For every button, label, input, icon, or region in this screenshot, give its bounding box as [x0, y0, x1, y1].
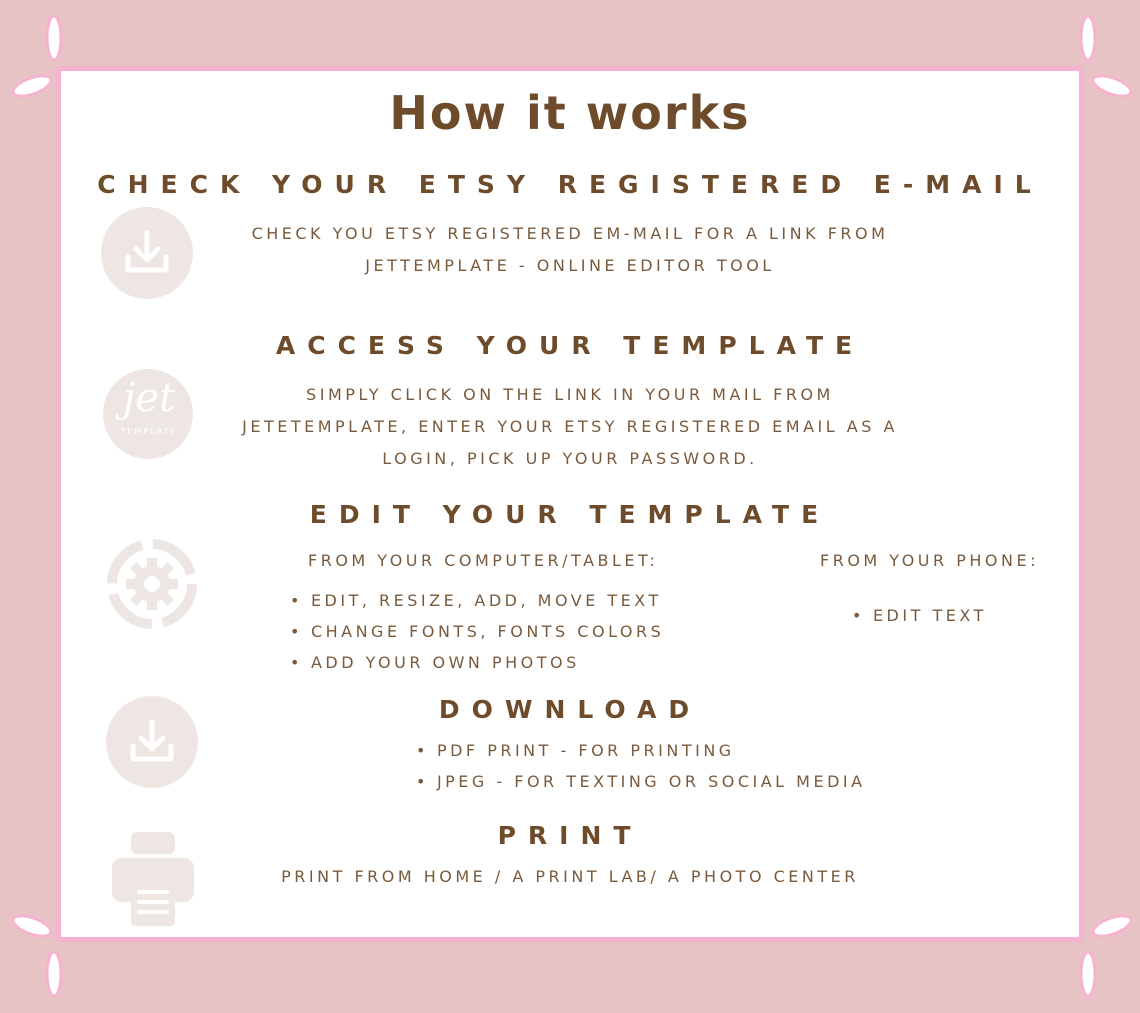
list-item: • EDIT, RESIZE, ADD, MOVE TEXT	[290, 585, 664, 616]
computer-tablet-label: FROM YOUR COMPUTER/TABLET:	[308, 551, 659, 570]
bow-bottom-right-decoration	[1044, 908, 1134, 998]
phone-edit-list	[852, 600, 987, 631]
print-text: PRINT FROM HOME / A PRINT LAB/ A PHOTO CENTER	[281, 867, 859, 886]
check-email-text: CHECK YOU ETSY REGISTERED EM-MAIL FOR A LINK FROM JETTEMPLATE - ONLINE EDITOR TOOL	[251, 224, 889, 275]
bow-bottom-left-decoration	[10, 908, 100, 998]
list-item: • CHANGE FONTS, FONTS COLORS	[290, 616, 664, 647]
download-format-list	[416, 735, 866, 797]
phone-label: FROM YOUR PHONE:	[820, 551, 1039, 570]
jet-template-logo: jet TEMPLATE	[103, 369, 193, 459]
download-heading: DOWNLOAD	[438, 695, 702, 724]
list-item: • PDF PRINT - FOR PRINTING	[416, 735, 866, 766]
list-item: • ADD YOUR OWN PHOTOS	[290, 647, 664, 678]
access-template-text: SIMPLY CLICK ON THE LINK IN YOUR MAIL FROM JETETEMPLATE, ENTER YOUR ETSY REGISTERED EMAIL AS A LOGIN, PICK UP YOUR PASSWORD.	[242, 385, 898, 468]
print-heading: PRINT	[497, 821, 643, 850]
edit-template-heading: EDIT YOUR TEMPLATE	[309, 500, 831, 529]
check-email-heading: CHECK YOUR ETSY REGISTERED E-MAIL	[97, 170, 1043, 199]
list-item: • JPEG - FOR TEXTING OR SOCIAL MEDIA	[416, 766, 866, 797]
download-icon	[106, 696, 198, 788]
computer-edit-list	[290, 585, 664, 678]
access-template-heading: ACCESS YOUR TEMPLATE	[275, 331, 865, 360]
list-item: • EDIT TEXT	[852, 600, 987, 631]
gear-icon	[106, 538, 198, 630]
page-title: How it works	[389, 86, 751, 140]
